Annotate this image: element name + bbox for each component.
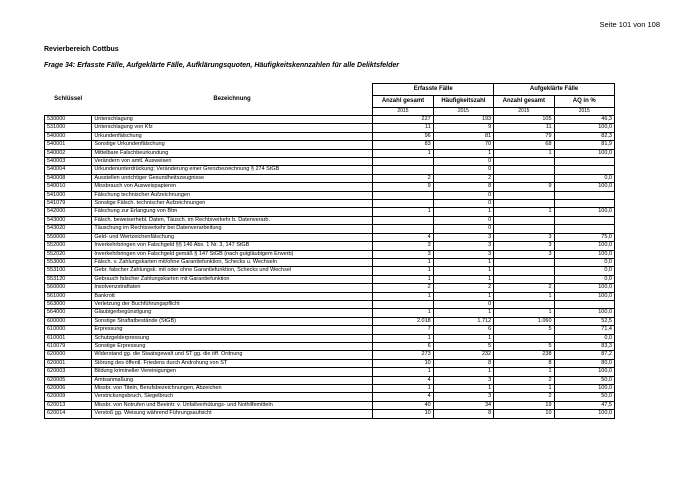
row-count: 2 (373, 174, 433, 182)
table-row (45, 334, 615, 342)
table-row (45, 183, 615, 191)
row-frequency: 0 (433, 191, 493, 199)
row-cleared-count: 1 (494, 368, 554, 376)
row-cleared-count: 19 (494, 401, 554, 409)
row-count: 273 (373, 351, 433, 359)
table-row (45, 401, 615, 409)
row-key: 620009 (45, 393, 92, 401)
row-cleared-count: 1 (494, 309, 554, 317)
row-frequency: 0 (433, 300, 493, 308)
row-description: Gebr. falscher Zahlungsk. mit oder ohne Garantiefunktion, Schecks und Wechsel (92, 267, 373, 275)
row-description: Bankrott (92, 292, 373, 300)
row-description: Widerstand gg. die Staatsgewalt und ST gg. die öff. Ordnung (92, 351, 373, 359)
row-key: 540004 (45, 166, 92, 174)
row-key: 540001 (45, 141, 92, 149)
row-description: Störung des öffentl. Friedens durch Androhung von ST (92, 359, 373, 367)
row-frequency: 0 (433, 166, 493, 174)
row-frequency: 34 (433, 401, 493, 409)
row-count: 3 (373, 242, 433, 250)
row-count: 7 (373, 326, 433, 334)
row-clearance-rate: 0,0 (554, 258, 614, 266)
header-year: 2015 (554, 108, 614, 116)
table-row (45, 359, 615, 367)
table-row (45, 158, 615, 166)
row-description: Fälschung zur Erlangung von Btm (92, 208, 373, 216)
row-cleared-count: 1.060 (494, 317, 554, 325)
row-count: 1 (373, 368, 433, 376)
page-number: Seite 101 von 108 (599, 20, 660, 29)
row-key: 543000 (45, 216, 92, 224)
header-anzahl-gesamt: Anzahl gesamt (373, 96, 433, 108)
row-description: Gebrauch falscher Zahlungskarten mit Garantiefunktion (92, 275, 373, 283)
row-clearance-rate: 50,0 (554, 393, 614, 401)
row-key: 553120 (45, 275, 92, 283)
row-count: 2.018 (373, 317, 433, 325)
row-frequency: 3 (433, 376, 493, 384)
row-description: Missbr. von Notrufen und Beeintr. v. Unfallverhütungs- und Nothilfemitteln (92, 401, 373, 409)
row-cleared-count (494, 158, 554, 166)
row-description: Amtsanmaßung (92, 376, 373, 384)
row-clearance-rate (554, 200, 614, 208)
row-clearance-rate (554, 216, 614, 224)
table-row (45, 317, 615, 325)
row-clearance-rate: 0,0 (554, 267, 614, 275)
row-count: 10 (373, 359, 433, 367)
row-cleared-count: 2 (494, 284, 554, 292)
row-key: 541079 (45, 200, 92, 208)
row-key: 540010 (45, 183, 92, 191)
row-cleared-count: 9 (494, 183, 554, 191)
row-count (373, 200, 433, 208)
row-count: 11 (373, 124, 433, 132)
row-cleared-count (494, 191, 554, 199)
row-description: Verstoß gg. Weisung während Führungsaufsicht (92, 410, 373, 418)
table-row (45, 233, 615, 241)
row-frequency: 1 (433, 275, 493, 283)
row-key: 620006 (45, 385, 92, 393)
row-key: 620005 (45, 376, 92, 384)
table-row (45, 410, 615, 418)
row-cleared-count: 1 (494, 149, 554, 157)
table-row (45, 258, 615, 266)
row-cleared-count: 3 (494, 242, 554, 250)
row-clearance-rate: 100,0 (554, 368, 614, 376)
row-count: 227 (373, 116, 433, 124)
row-cleared-count: 5 (494, 342, 554, 350)
row-cleared-count (494, 258, 554, 266)
row-cleared-count: 238 (494, 351, 554, 359)
row-cleared-count: 8 (494, 359, 554, 367)
row-cleared-count: 10 (494, 410, 554, 418)
header-anzahl-gesamt-aufgeklaert: Anzahl gesamt (494, 96, 554, 108)
row-description: Verändern von amtl. Ausweisen (92, 158, 373, 166)
row-clearance-rate: 81,9 (554, 141, 614, 149)
statistics-table (44, 83, 615, 419)
row-cleared-count (494, 216, 554, 224)
row-key: 541000 (45, 191, 92, 199)
row-count: 1 (373, 334, 433, 342)
row-description: Täuschung im Rechtsverkehr bei Datenverarbeitung (92, 225, 373, 233)
row-count (373, 225, 433, 233)
row-key: 540008 (45, 174, 92, 182)
row-count: 4 (373, 376, 433, 384)
row-frequency: 70 (433, 141, 493, 149)
row-key: 600000 (45, 317, 92, 325)
row-count: 83 (373, 141, 433, 149)
table-row (45, 284, 615, 292)
row-key: 620014 (45, 410, 92, 418)
row-description: Sonstige Urkundenfälschung (92, 141, 373, 149)
row-frequency: 0 (433, 225, 493, 233)
row-description: Unterschlagung von Kfz (92, 124, 373, 132)
row-clearance-rate: 100,0 (554, 149, 614, 157)
row-cleared-count: 1 (494, 292, 554, 300)
row-count: 1 (373, 385, 433, 393)
row-key: 550000 (45, 233, 92, 241)
row-clearance-rate (554, 300, 614, 308)
row-key: 620001 (45, 359, 92, 367)
row-frequency: 3 (433, 233, 493, 241)
header-aq: AQ in % (554, 96, 614, 108)
row-clearance-rate: 100,0 (554, 385, 614, 393)
row-cleared-count: 105 (494, 116, 554, 124)
row-cleared-count: 3 (494, 250, 554, 258)
table-row (45, 300, 615, 308)
row-clearance-rate (554, 166, 614, 174)
header-key: Schlüssel (54, 95, 83, 102)
row-clearance-rate: 100,0 (554, 208, 614, 216)
table-row (45, 275, 615, 283)
header-haeufigkeitszahl: Häufigkeitszahl (433, 96, 493, 108)
row-key: 542000 (45, 208, 92, 216)
row-key: 610079 (45, 342, 92, 350)
table-row (45, 166, 615, 174)
row-clearance-rate: 100,0 (554, 292, 614, 300)
row-key: 563000 (45, 300, 92, 308)
row-clearance-rate: 100,0 (554, 309, 614, 317)
row-clearance-rate: 46,3 (554, 116, 614, 124)
row-key: 560000 (45, 284, 92, 292)
row-cleared-count: 5 (494, 326, 554, 334)
row-frequency: 3 (433, 242, 493, 250)
row-count: 1 (373, 258, 433, 266)
row-clearance-rate: 100,0 (554, 410, 614, 418)
row-description: Urkundenunterdrückung; Veränderung einer Grenzbezeichnung § 274 StGB (92, 166, 373, 174)
row-count: 1 (373, 149, 433, 157)
row-frequency: 1 (433, 258, 493, 266)
row-cleared-count (494, 334, 554, 342)
table-row (45, 242, 615, 250)
row-clearance-rate: 100,0 (554, 242, 614, 250)
table-row (45, 216, 615, 224)
row-frequency: 1 (433, 267, 493, 275)
row-count (373, 166, 433, 174)
row-clearance-rate: 100,0 (554, 183, 614, 191)
table-row (45, 393, 615, 401)
row-clearance-rate: 100,0 (554, 250, 614, 258)
row-description: Sonstige Straftatbestände (StGB) (92, 317, 373, 325)
row-description: Geld- und Wertzeichenfälschung (92, 233, 373, 241)
row-cleared-count: 3 (494, 233, 554, 241)
row-count: 40 (373, 401, 433, 409)
row-description: Gläubigerbegünstigung (92, 309, 373, 317)
row-frequency: 1 (433, 309, 493, 317)
row-frequency: 232 (433, 351, 493, 359)
row-count (373, 158, 433, 166)
row-description: Bildung krimineller Vereinigungen (92, 368, 373, 376)
row-frequency: 1 (433, 149, 493, 157)
row-frequency: 1 (433, 292, 493, 300)
row-count: 4 (373, 233, 433, 241)
row-frequency: 1 (433, 208, 493, 216)
row-frequency: 3 (433, 393, 493, 401)
row-description: Missbrauch von Ausweispapieren (92, 183, 373, 191)
row-clearance-rate (554, 191, 614, 199)
row-cleared-count: 79 (494, 132, 554, 140)
region-title: Revierbereich Cottbus (44, 46, 119, 53)
table-row (45, 376, 615, 384)
row-count: 10 (373, 410, 433, 418)
row-description: Erpressung (92, 326, 373, 334)
row-frequency: 81 (433, 132, 493, 140)
table-row (45, 368, 615, 376)
row-clearance-rate: 75,0 (554, 233, 614, 241)
row-cleared-count: 1 (494, 208, 554, 216)
row-frequency: 2 (433, 284, 493, 292)
row-key: 620003 (45, 368, 92, 376)
row-count: 1 (373, 275, 433, 283)
row-key: 540002 (45, 149, 92, 157)
row-description: Inverkehrbringen von Falschgeld §§ 146 Abs. 1 Nr. 3, 147 StGB (92, 242, 373, 250)
table-row (45, 309, 615, 317)
row-clearance-rate: 83,3 (554, 342, 614, 350)
row-count (373, 216, 433, 224)
row-description: Sonstige Erpressung (92, 342, 373, 350)
row-cleared-count: 11 (494, 124, 554, 132)
row-key: 540000 (45, 132, 92, 140)
row-count: 3 (373, 250, 433, 258)
row-clearance-rate: 80,0 (554, 359, 614, 367)
row-cleared-count (494, 200, 554, 208)
row-count: 96 (373, 132, 433, 140)
row-frequency: 8 (433, 359, 493, 367)
row-cleared-count (494, 267, 554, 275)
row-cleared-count: 2 (494, 376, 554, 384)
row-key: 620000 (45, 351, 92, 359)
row-description: Unterschlagung (92, 116, 373, 124)
table-row (45, 292, 615, 300)
row-key: 531000 (45, 124, 92, 132)
row-count: 1 (373, 267, 433, 275)
row-frequency: 0 (433, 158, 493, 166)
row-count: 4 (373, 393, 433, 401)
row-key: 552020 (45, 250, 92, 258)
row-description: Inverkehrbringen von Falschgeld gemäß § 147 StGB (nach gutgläubigem Erwerb) (92, 250, 373, 258)
row-key: 543020 (45, 225, 92, 233)
table-row (45, 250, 615, 258)
table-row (45, 326, 615, 334)
row-description: Verstrickungsbruch, Siegelbruch (92, 393, 373, 401)
row-frequency: 5 (433, 342, 493, 350)
row-description: Verletzung der Buchführungspflicht (92, 300, 373, 308)
row-key: 530000 (45, 116, 92, 124)
row-key: 564000 (45, 309, 92, 317)
row-clearance-rate: 0,0 (554, 174, 614, 182)
row-description: Fälschung technischer Aufzeichnungen (92, 191, 373, 199)
row-frequency: 0 (433, 216, 493, 224)
row-count: 1 (373, 309, 433, 317)
table-row (45, 267, 615, 275)
row-cleared-count: 68 (494, 141, 554, 149)
table-row (45, 124, 615, 132)
row-clearance-rate: 50,0 (554, 376, 614, 384)
row-description: Mittelbare Falschbeurkundung (92, 149, 373, 157)
row-cleared-count (494, 166, 554, 174)
row-count: 1 (373, 292, 433, 300)
row-description: Fälsch. v. Zahlungskarten mit/ohne Garantiefunktion, Schecks u. Wechseln (92, 258, 373, 266)
row-description: Schutzgelderpressung (92, 334, 373, 342)
row-count (373, 191, 433, 199)
table-row (45, 141, 615, 149)
row-clearance-rate (554, 158, 614, 166)
row-cleared-count (494, 174, 554, 182)
row-frequency: 1.712 (433, 317, 493, 325)
row-key: 610001 (45, 334, 92, 342)
header-year: 2015 (433, 108, 493, 116)
table-row (45, 225, 615, 233)
table-row (45, 342, 615, 350)
row-key: 610000 (45, 326, 92, 334)
table-row (45, 191, 615, 199)
row-clearance-rate (554, 225, 614, 233)
row-key: 540003 (45, 158, 92, 166)
row-clearance-rate: 82,3 (554, 132, 614, 140)
row-count (373, 300, 433, 308)
header-year: 2015 (494, 108, 554, 116)
row-count: 1 (373, 208, 433, 216)
row-description: Fälsch. beweiserhebl. Daten, Täusch. im Rechtsverkehr b. Datenverarb. (92, 216, 373, 224)
row-frequency: 2 (433, 174, 493, 182)
row-cleared-count (494, 300, 554, 308)
row-description: Ausstellen unrichtiger Gesundheitszeugnisse (92, 174, 373, 182)
row-frequency: 1 (433, 334, 493, 342)
row-cleared-count: 2 (494, 393, 554, 401)
header-aufgeklaerte-faelle: Aufgeklärte Fälle (494, 84, 615, 96)
table-row (45, 200, 615, 208)
row-frequency: 193 (433, 116, 493, 124)
row-count: 9 (373, 183, 433, 191)
row-description: Urkundenfälschung (92, 132, 373, 140)
row-clearance-rate: 52,5 (554, 317, 614, 325)
row-clearance-rate: 0,0 (554, 334, 614, 342)
row-count: 6 (373, 342, 433, 350)
row-frequency: 1 (433, 368, 493, 376)
table-row (45, 385, 615, 393)
table-row (45, 351, 615, 359)
row-clearance-rate: 0,0 (554, 275, 614, 283)
row-key: 620013 (45, 401, 92, 409)
row-description: Insolvenzstraftaten (92, 284, 373, 292)
table-row (45, 208, 615, 216)
row-description: Sonstige Fälsch. technischer Aufzeichnungen (92, 200, 373, 208)
row-clearance-rate: 71,4 (554, 326, 614, 334)
row-frequency: 6 (433, 326, 493, 334)
table-row (45, 149, 615, 157)
header-erfasste-faelle: Erfasste Fälle (373, 84, 494, 96)
row-clearance-rate: 47,5 (554, 401, 614, 409)
row-frequency: 3 (433, 250, 493, 258)
table-row (45, 132, 615, 140)
table-row (45, 116, 615, 124)
row-clearance-rate: 87,2 (554, 351, 614, 359)
header-year: 2015 (373, 108, 433, 116)
header-description: Bezeichnung (213, 95, 251, 102)
row-cleared-count: 1 (494, 385, 554, 393)
row-frequency: 0 (433, 200, 493, 208)
row-key: 553100 (45, 267, 92, 275)
row-clearance-rate: 100,0 (554, 284, 614, 292)
row-frequency: 8 (433, 183, 493, 191)
row-frequency: 8 (433, 410, 493, 418)
row-clearance-rate: 100,0 (554, 124, 614, 132)
table-subtitle: Frage 34: Erfasste Fälle, Aufgeklärte Fälle, Aufklärungsquoten, Häufigkeitskennzahlen für alle Deliktsfelder (44, 62, 400, 69)
row-key: 552000 (45, 242, 92, 250)
row-description: Missbr. von Titeln, Berufsbezeichnungen, Abzeichen (92, 385, 373, 393)
row-key: 553000 (45, 258, 92, 266)
row-cleared-count (494, 275, 554, 283)
row-frequency: 9 (433, 124, 493, 132)
row-cleared-count (494, 225, 554, 233)
row-key: 561000 (45, 292, 92, 300)
row-frequency: 1 (433, 385, 493, 393)
row-count: 2 (373, 284, 433, 292)
table-row (45, 174, 615, 182)
